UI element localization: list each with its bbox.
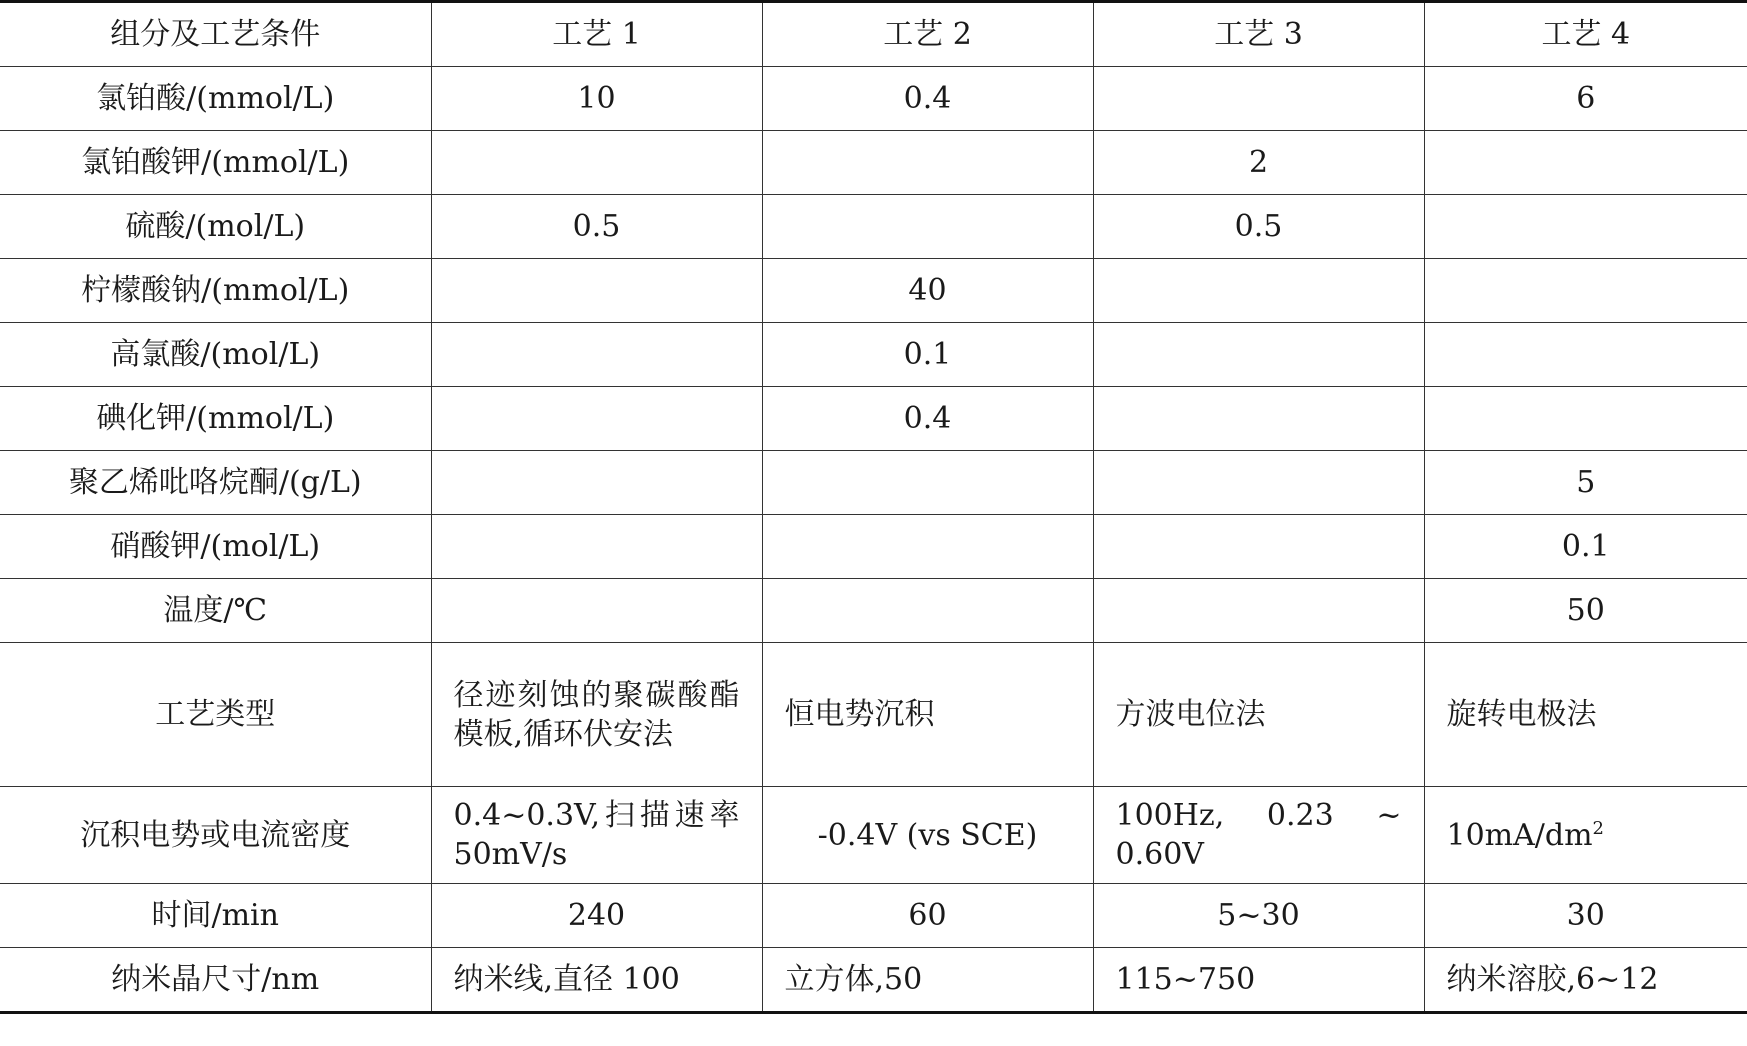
table-cell: 5~30 — [1093, 884, 1424, 948]
table-cell — [1424, 195, 1747, 259]
table-cell: 115~750 — [1093, 948, 1424, 1013]
table-cell — [762, 131, 1093, 195]
table-cell — [431, 259, 762, 323]
table-cell: 5 — [1424, 451, 1747, 515]
row-label: 工艺类型 — [0, 643, 431, 787]
table-cell — [1424, 787, 1747, 884]
table-cell: 0.4 — [762, 387, 1093, 451]
table-cell — [431, 579, 762, 643]
table-cell: 240 — [431, 884, 762, 948]
row-label: 氯铂酸钾/(mmol/L) — [0, 131, 431, 195]
table-cell: 60 — [762, 884, 1093, 948]
table-cell: 0.1 — [762, 323, 1093, 387]
table-cell — [431, 131, 762, 195]
table-cell: 10 — [431, 67, 762, 131]
table-cell: 纳米线,直径 100 — [431, 948, 762, 1013]
table-cell: 立方体,50 — [762, 948, 1093, 1013]
table-cell — [1093, 451, 1424, 515]
row-label: 高氯酸/(mol/L) — [0, 323, 431, 387]
table-cell: -0.4V (vs SCE) — [762, 787, 1093, 884]
table-row — [0, 259, 1747, 323]
table-row — [0, 387, 1747, 451]
table-cell — [1424, 259, 1747, 323]
header-cell: 工艺 4 — [1424, 2, 1747, 67]
table-row — [0, 884, 1747, 948]
table-cell — [1424, 387, 1747, 451]
table-row — [0, 579, 1747, 643]
header-cell: 工艺 3 — [1093, 2, 1424, 67]
table-cell: 0.5 — [431, 195, 762, 259]
table-row — [0, 195, 1747, 259]
table-cell — [431, 451, 762, 515]
current-density-value: 10mA/dm — [1446, 817, 1593, 853]
table-cell — [762, 579, 1093, 643]
table-cell: 恒电势沉积 — [762, 643, 1093, 787]
table-cell: 0.1 — [1424, 515, 1747, 579]
table-cell — [762, 451, 1093, 515]
table-cell: 纳米溶胶,6~12 — [1424, 948, 1747, 1013]
row-label: 时间/min — [0, 884, 431, 948]
table-cell — [1093, 515, 1424, 579]
table-cell: 旋转电极法 — [1424, 643, 1747, 787]
row-label: 沉积电势或电流密度 — [0, 787, 431, 884]
row-label: 氯铂酸/(mmol/L) — [0, 67, 431, 131]
row-label: 纳米晶尺寸/nm — [0, 948, 431, 1013]
table-cell: 30 — [1424, 884, 1747, 948]
table-cell: 方波电位法 — [1093, 643, 1424, 787]
table-cell: 6 — [1424, 67, 1747, 131]
table-cell — [431, 515, 762, 579]
table-cell: 0.5 — [1093, 195, 1424, 259]
table-cell: 50 — [1424, 579, 1747, 643]
table-row — [0, 948, 1747, 1013]
header-cell: 工艺 1 — [431, 2, 762, 67]
table-cell: 0.4 — [762, 67, 1093, 131]
table-cell — [1093, 579, 1424, 643]
table-cell: 径迹刻蚀的聚碳酸酯模板,循环伏安法 — [431, 643, 762, 787]
table-cell — [1093, 323, 1424, 387]
header-cell: 工艺 2 — [762, 2, 1093, 67]
table-cell — [431, 323, 762, 387]
row-label: 温度/℃ — [0, 579, 431, 643]
row-label: 硝酸钾/(mol/L) — [0, 515, 431, 579]
row-label: 硫酸/(mol/L) — [0, 195, 431, 259]
table-cell — [1093, 259, 1424, 323]
table-cell — [1093, 387, 1424, 451]
table-row — [0, 451, 1747, 515]
table-cell: 40 — [762, 259, 1093, 323]
table-cell — [431, 387, 762, 451]
row-label: 柠檬酸钠/(mmol/L) — [0, 259, 431, 323]
table-cell — [762, 515, 1093, 579]
table-row — [0, 643, 1747, 787]
table-row — [0, 515, 1747, 579]
table-cell — [762, 195, 1093, 259]
table-cell: 100Hz, 0.23 ~ 0.60V — [1093, 787, 1424, 884]
header-cell: 组分及工艺条件 — [0, 2, 431, 67]
table-cell — [1424, 323, 1747, 387]
table-cell — [1093, 67, 1424, 131]
table-row — [0, 67, 1747, 131]
unit-exponent: 2 — [1592, 817, 1604, 839]
header-row — [0, 2, 1747, 67]
table-row — [0, 131, 1747, 195]
table-cell: 0.4~0.3V,扫描速率 50mV/s — [431, 787, 762, 884]
table-cell: 2 — [1093, 131, 1424, 195]
row-label: 聚乙烯吡咯烷酮/(g/L) — [0, 451, 431, 515]
table-cell — [1424, 131, 1747, 195]
table-row — [0, 323, 1747, 387]
table-row — [0, 787, 1747, 884]
row-label: 碘化钾/(mmol/L) — [0, 387, 431, 451]
